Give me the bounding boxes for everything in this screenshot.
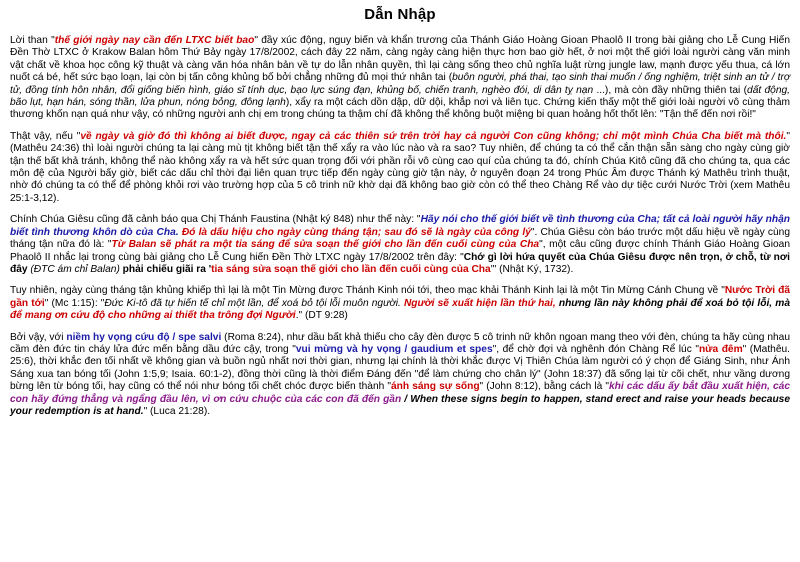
text: ." (DT 9:28)	[295, 310, 348, 322]
hebrews-quote-bold: nhưng lần này không phải để xoá bỏ tội lỗi, mà	[555, 297, 790, 309]
hebrews-highlight: Người sẽ xuất hiện lần thứ hai,	[400, 297, 556, 309]
italic-list: buôn người, phá thai, tạo sinh thai muốn / ống nghiệm, triệt sinh an tử / trợ tử, đồng tính hôn nhân, đổi giống biến hình, giáo sĩ tính dục, bạo lực súng đạn, khủng bố, chiến tranh, nghèo đói, di dân tỵ nạn	[10, 72, 790, 96]
text: Bởi vậy, với	[10, 331, 67, 343]
text: ". Chúa Giêsu còn báo trước một dấu hiệu về ngày cùng tháng tận nữa đó là: "	[10, 226, 790, 251]
pope-quote: phải chiếu giãi ra '	[119, 263, 212, 275]
text: (Roma 8:24), như dầu bất khả thiếu cho cây đèn được 5 cô trinh nữ khôn ngoan mang theo với đèn, chúng ta hãy cùng nhau cầm đèn đức tin cháy lửa đức mến bằng dầu đức cậy, trong "	[10, 331, 790, 355]
spe-salvi-phrase: niềm hy vọng cứu độ / spe salvi	[66, 331, 222, 343]
page-title: Dẫn Nhập	[364, 6, 436, 23]
paragraph-4	[10, 285, 790, 322]
text: " (Mathêu. 25:6), thời khắc đen tối nhất về không gian và buồn ngủ nhất nơi thời gian, nhưng lại chính là thời khắc được Vị Thiên Chúa làm người có ý chọn để Giáng Sinh, như Ánh Sáng xua tan bóng tối (John 1:5,9; Isaia. 60:1-2), đồng thời cũng là thời điểm Đáng đến "để làm chứng cho chân lý" (John 18:37) đã sống lại từ cõi chết, như vầng dương bừng lên từ bóng tối, hay cũng có thể nói như bóng tối chết chóc được biến thành "	[10, 343, 790, 393]
text: " (Luca 21:28).	[143, 405, 211, 417]
hebrews-quote: Đức Ki-tô đã tự hiến tế chỉ một lần, để xoá bỏ tội lỗi muôn người.	[104, 297, 401, 309]
text: " (John 8:12), bằng cách là "	[479, 381, 609, 393]
faustina-quote-sign: Đó là dấu hiệu cho ngày cùng tháng tận; sau đó sẽ là ngày của công lý	[178, 226, 531, 238]
paragraph-1	[10, 35, 790, 122]
text: ", một câu cũng được chính Thánh Giáo Hoàng Gioan Phaolô II nhắc lại trong cùng bài giảng cho Lễ Cung hiến Đền Thờ LTXC ngày 17/8/2002 trên đây: "	[10, 239, 790, 263]
italic-list: dất động, bão lụt, hạn hán, sóng thần, lửa phun, nóng bỏng, đông lạnh	[10, 84, 790, 109]
text: " (Mathêu 24:36) thì loài người chúng ta lại càng mù tịt không biết tận thế xẩy ra vào lúc nào và ra sao? Tuy nhiên, để chúng ta có thể cắn thận sẵn sàng cho ngày cùng giờ tận thế bất khả tránh, không thể nào không xẩy ra và hết sức quan trọng đối với phần rỗi vô cùng cao quí của chúng ta đó, chính Chúa Kitô cũng đã cho chúng ta, qua các môn đệ của Người bấy giờ, biết các dấu chỉ thời đại liên quan trực tiếp đến ngày cùng giờ tận này, ở nguyên đoạn 24 trong Phúc Âm được Thánh ký Mathêu trình thuật, nhờ đó chúng ta có thể để phòng khỏi rơi vào trường hợp của 5 cô trinh nữ khờ dại đã không bao giờ còn có thể theo Chàng Rể vào dự tiệc cưới Nước Trời (xem Mathêu 25:1-3,12).	[10, 130, 790, 204]
balan-quote: Từ Balan sẽ phát ra một tia sáng để sửa soạn thế giới cho lần đến cuối cùng của Cha	[111, 239, 540, 251]
paragraph-2	[10, 131, 790, 205]
faustina-quote: Hãy nói cho thế giới biết về tình thương của Cha; tất cả loài người hãy nhận biết tình thương khôn dò của Cha.	[10, 214, 790, 238]
hebrews-highlight: để mang ơn cứu độ cho những ai thiết tha trông đợi Người	[10, 310, 296, 322]
pope-quote: Chớ gì lời hứa quyết của Chúa Giêsu được nên trọn, ở chỗ, từ nơi đây	[10, 251, 790, 275]
quote-highlight: thế giới ngày nay cần đến LTXC biết bao	[54, 35, 255, 46]
text: " đầy xúc động, nguy biến và khẩn trương của Thánh Giáo Hoàng Gioan Phaolô II trong bài giảng cho Lễ Cung Hiến Đền Thờ LTXC ở Krakow Balan hôm Thứ Bảy ngày 17/8/2002, cách đây 22 năm, càng ngày càng hiện thực hơn bao giờ hết, ở nơi một thế giới loài người càng văn minh vật chất về khoa học công kỹ thuật và càng văn hóa nhân bản về tự do lẫn nhân quyền, thì lại càng sống theo chủ nghĩa luật rừng jungle law, mạnh được yếu thua, cá lớn nuốt cá bé, hết sức bạo loạn, lại còn bị tấn công khủng bố bởi chẳng những đủ mọi thứ nhân tai (	[10, 35, 790, 84]
gaudium-phrase: vui mừng và hy vọng / gaudium et spes	[295, 343, 493, 355]
paragraph-5	[10, 332, 790, 419]
text: " (Mc 1:15): "	[44, 297, 105, 309]
text: ), xẩy ra một cách dồn dập, dữ dội, khắp nơi và liên tục. Chứng kiến thấy một thế giới loài người vô cùng thảm thương khốn nạn quá như vậy, có những người anh chị em trong chúng ta thậm chí đã không thể không buột miệng bi quan hoảng hốt thốt lên: "Tận thế đến nơi rồi!"	[10, 97, 790, 121]
text: ...), mà còn đầy những thiên tai (	[593, 84, 748, 96]
text: Chính Chúa Giêsu cũng đã cảnh báo qua Chị Thánh Faustina (Nhật ký 848) như thế này: "	[10, 214, 421, 226]
midnight-phrase: nửa đêm	[698, 343, 743, 355]
pope-quote-highlight: tia sáng sửa soạn thế giới cho lần đến cuối cùng của Cha	[211, 263, 491, 275]
paragraph-3	[10, 214, 790, 276]
light-of-life-phrase: ánh sáng sự sống	[391, 381, 480, 393]
scripture-quote: về ngày và giờ đó thì không ai biết được, ngay cả các thiên sứ trên trời hay cả người Con cũng không; chỉ một mình Chúa Cha biết mà thôi.	[80, 130, 787, 142]
kingdom-phrase: Nước Trời đã gần tới	[10, 285, 791, 309]
text: Lời than "	[10, 35, 55, 46]
text: ", để chờ đợi và nghênh đón Chàng Rể lúc "	[492, 343, 699, 355]
text: Thật vậy, nếu "	[10, 130, 81, 142]
pope-note: (ĐTC ám chỉ Balan)	[27, 263, 120, 275]
text: '" (Nhật Ký, 1732).	[490, 263, 574, 275]
luke-quote-english: / When these signs begin to happen, stand erect and raise your heads because your redemption is at hand.	[10, 393, 791, 417]
text: Tuy nhiên, ngày cùng tháng tận khủng khiếp thì lại là một Tin Mừng được Thánh Kinh nói tới, theo mạc khải Thánh Kinh lại là một Tin Mừng Cánh Chung về "	[10, 285, 725, 297]
luke-quote: khi các dấu ấy bắt đầu xuất hiện, các con hãy đứng thẳng và ngẩng đầu lên, vì ơn cứu chuộc của các con đã đến gần	[10, 381, 790, 405]
